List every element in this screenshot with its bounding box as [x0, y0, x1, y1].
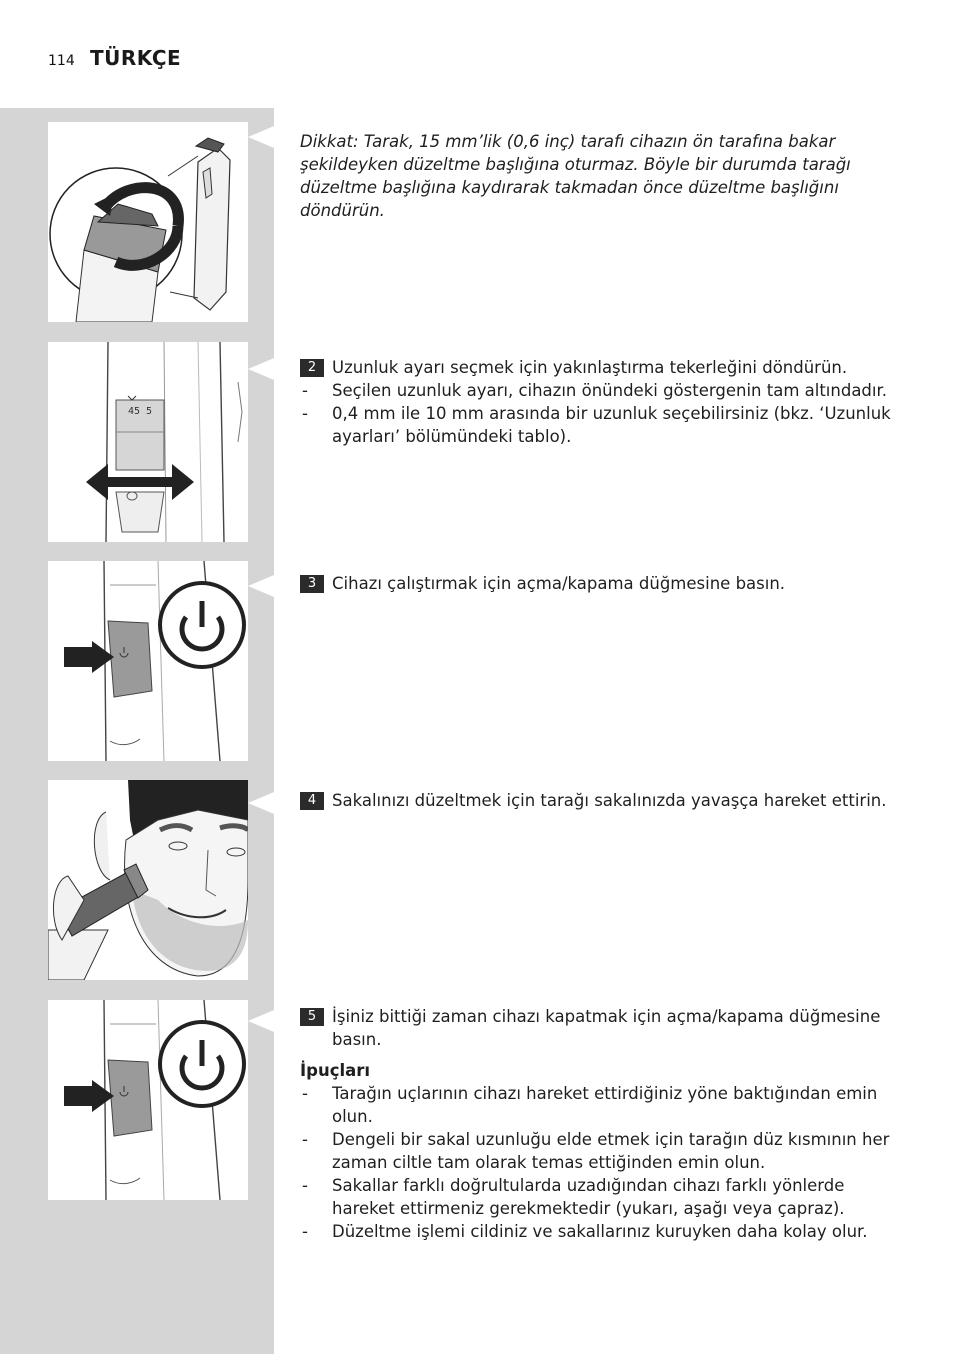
power-on-illustration [48, 561, 248, 761]
list-item: - Düzeltme işlemi cildiniz ve sakallarınız kuruyken daha kolay olur. [300, 1220, 900, 1243]
figure-pointer [248, 575, 274, 597]
list-item: - 0,4 mm ile 10 mm arasında bir uzunluk seçebilirsiniz (bkz. ‘Uzunluk ayarları’ bölümündeki tablo). [300, 402, 900, 448]
caution-note: Dikkat: Tarak, 15 mm’lik (0,6 inç) tarafı cihazın ön tarafına bakar şekildeyken düzeltme başlığına oturmaz. Böyle bir durumda tarağı düzeltme başlığına kaydırarak takmadan önce düzeltme başlığını döndürün. [300, 132, 851, 220]
step-number-badge: 4 [300, 792, 324, 810]
page-number: 114 [48, 53, 75, 69]
language-title: TÜRKÇE [90, 46, 182, 70]
figure-pointer [248, 1010, 274, 1032]
figure-pointer [248, 358, 274, 380]
figure-power-on [48, 561, 248, 761]
figure-power-off [48, 1000, 248, 1200]
figure-pointer [248, 126, 274, 148]
step-4-text: Sakalınızı düzeltmek için tarağı sakalınızda yavaşça hareket ettirin. [332, 791, 887, 810]
step-number-badge: 2 [300, 359, 324, 377]
step-2 [300, 356, 900, 379]
step-number-badge: 3 [300, 575, 324, 593]
step-2-text: Uzunluk ayarı seçmek için yakınlaştırma tekerleğini döndürün. [332, 358, 848, 377]
step-5-block [300, 1005, 900, 1243]
figure-zoom-wheel [48, 342, 248, 542]
trimming-beard-illustration [48, 780, 248, 980]
step-3-text: Cihazı çalıştırmak için açma/kapama düğmesine basın. [332, 574, 786, 593]
step-2-block [300, 356, 900, 448]
tips-list [300, 1082, 900, 1243]
zoom-wheel-illustration [48, 342, 248, 542]
step-3-block [300, 572, 900, 595]
rotate-head-illustration [48, 122, 248, 322]
list-item: - Sakallar farklı doğrultularda uzadığından cihazı farklı yönlerde hareket ettirmeniz gerekmektedir (yukarı, aşağı veya çapraz). [300, 1174, 900, 1220]
figure-pointer [248, 792, 274, 814]
figure-trimming-beard [48, 780, 248, 980]
step-5-text: İşiniz bittiği zaman cihazı kapatmak için açma/kapama düğmesine basın. [332, 1007, 881, 1049]
power-off-illustration [48, 1000, 248, 1200]
list-item: - Dengeli bir sakal uzunluğu elde etmek için tarağın düz kısmının her zaman ciltle tam olarak temas ettiğinden emin olun. [300, 1128, 900, 1174]
figure-rotate-trimming-head [48, 122, 248, 322]
length-readout: 45 5 [127, 406, 153, 417]
step-3 [300, 572, 900, 595]
step-2-notes [300, 379, 900, 448]
step-5 [300, 1005, 900, 1051]
step-4 [300, 789, 900, 812]
list-item: - Tarağın uçlarının cihazı hareket ettirdiğiniz yöne baktığından emin olun. [300, 1082, 900, 1128]
step-4-block [300, 789, 900, 812]
step-number-badge: 5 [300, 1008, 324, 1026]
list-item: - Seçilen uzunluk ayarı, cihazın önündeki göstergenin tam altındadır. [300, 379, 900, 402]
tips-heading: İpuçları [300, 1061, 371, 1080]
